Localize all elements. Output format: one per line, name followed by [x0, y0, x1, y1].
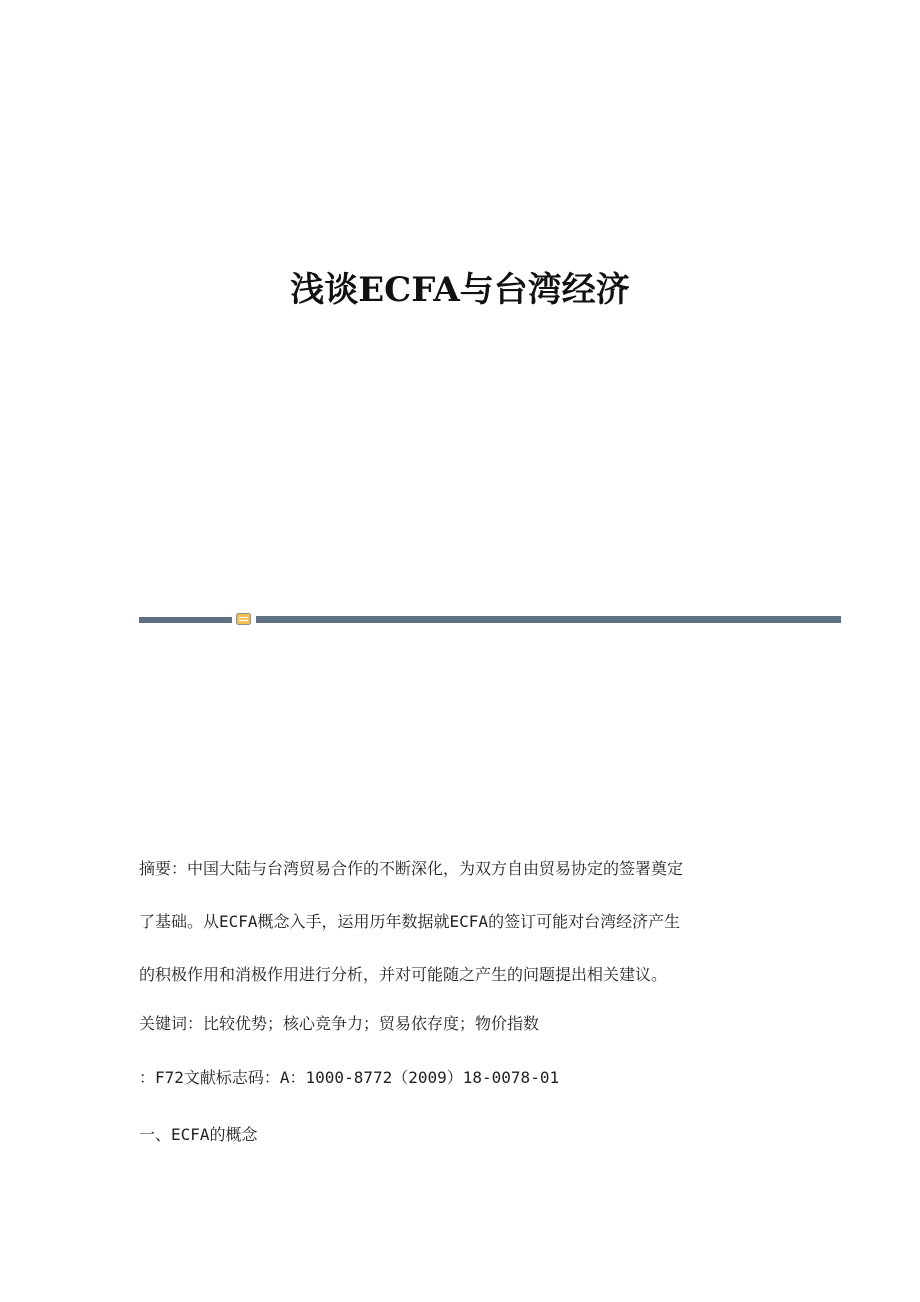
divider-bar-left — [139, 617, 232, 623]
abstract-line: 了基础。从ECFA概念入手，运用历年数据就ECFA的签订可能对台湾经济产生 — [139, 912, 681, 931]
abstract — [139, 855, 779, 988]
document-title: 浅谈ECFA与台湾经济 — [290, 270, 630, 310]
abstract-line: 的积极作用和消极作用进行分析，并对可能随之产生的问题提出相关建议。 — [139, 965, 668, 984]
divider-bar-right — [256, 616, 841, 623]
divider-ornament-icon — [236, 613, 251, 625]
keywords: 关键词：比较优势；核心竞争力；贸易依存度；物价指数 — [139, 1014, 540, 1033]
classification-code: ：F72文献标志码：A：1000-8772（2009）18-0078-01 — [139, 1068, 560, 1087]
title-divider — [139, 612, 841, 626]
section-heading: 一、ECFA的概念 — [139, 1125, 258, 1144]
abstract-line: 摘要：中国大陆与台湾贸易合作的不断深化，为双方自由贸易协定的签署奠定 — [139, 859, 684, 878]
